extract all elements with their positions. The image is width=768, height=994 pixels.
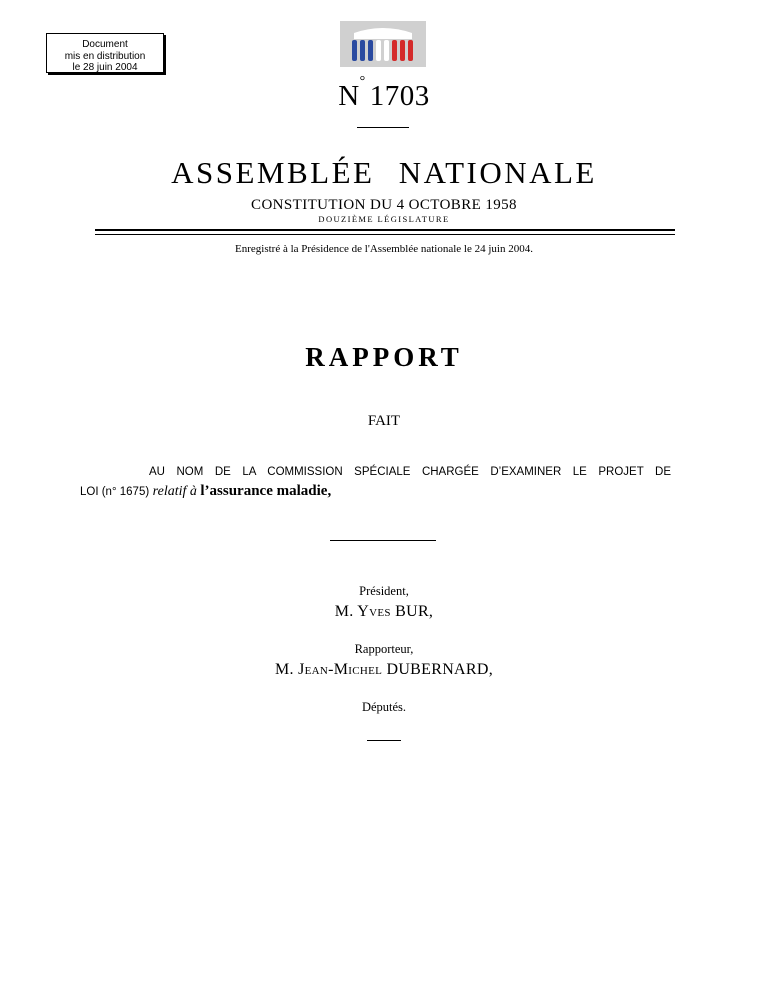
number-divider xyxy=(357,127,409,128)
bill-relatif: relatif à xyxy=(152,484,197,499)
rapporteur-name xyxy=(0,661,768,679)
document-number xyxy=(0,74,768,113)
rapporteur-name-part: -M xyxy=(328,661,349,678)
president-name-part: ves xyxy=(369,603,391,620)
commission-line-1: AU NOM DE LA COMMISSION SPÉCIALE CHARGÉE D’EXAMINER LE PROJET DE xyxy=(149,466,671,478)
rapporteur-label: Rapporteur, xyxy=(354,642,414,656)
numero-degree: ° xyxy=(359,74,366,89)
rapporteur-name-part: ean xyxy=(304,661,329,678)
stamp-line-2: mis en distribution xyxy=(64,50,146,62)
bill-reference: LOI (n° 1675) xyxy=(80,486,150,498)
president-name xyxy=(0,603,768,621)
registration-line: Enregistré à la Présidence de l'Assemblée nationale le 24 juin 2004. xyxy=(235,243,533,255)
numero-prefix: N xyxy=(338,80,360,112)
president-name-part: BUR, xyxy=(390,603,434,620)
legislature-line: DOUZIÈME LÉGISLATURE xyxy=(318,214,450,224)
numero-value: 1703 xyxy=(369,80,430,112)
distribution-stamp xyxy=(46,33,164,73)
president-label: Président, xyxy=(359,584,409,598)
stamp-line-3: le 28 juin 2004 xyxy=(72,62,138,73)
header-rule-thick xyxy=(95,229,675,231)
rapporteur-name-part: M. J xyxy=(274,661,305,678)
header-rule-thin xyxy=(95,234,675,235)
bill-subject: l’assurance maladie, xyxy=(200,483,332,499)
rapporteur-name-part: ichel xyxy=(348,661,383,678)
section-divider xyxy=(330,540,436,541)
president-name-part: M. Y xyxy=(334,603,370,620)
deputes-label: Députés. xyxy=(361,700,407,714)
commission-line-2 xyxy=(80,483,331,500)
report-title: RAPPORT xyxy=(305,342,463,372)
stamp-line-1: Document xyxy=(82,39,128,50)
fait-label: FAIT xyxy=(367,413,401,429)
assembly-title: ASSEMBLÉE NATIONALE xyxy=(171,155,597,190)
constitution-line: CONSTITUTION DU 4 OCTOBRE 1958 xyxy=(251,197,517,213)
end-divider xyxy=(367,740,401,741)
assemblee-logo-icon xyxy=(340,21,426,67)
rapporteur-name-part: DUBERNARD, xyxy=(382,661,494,678)
